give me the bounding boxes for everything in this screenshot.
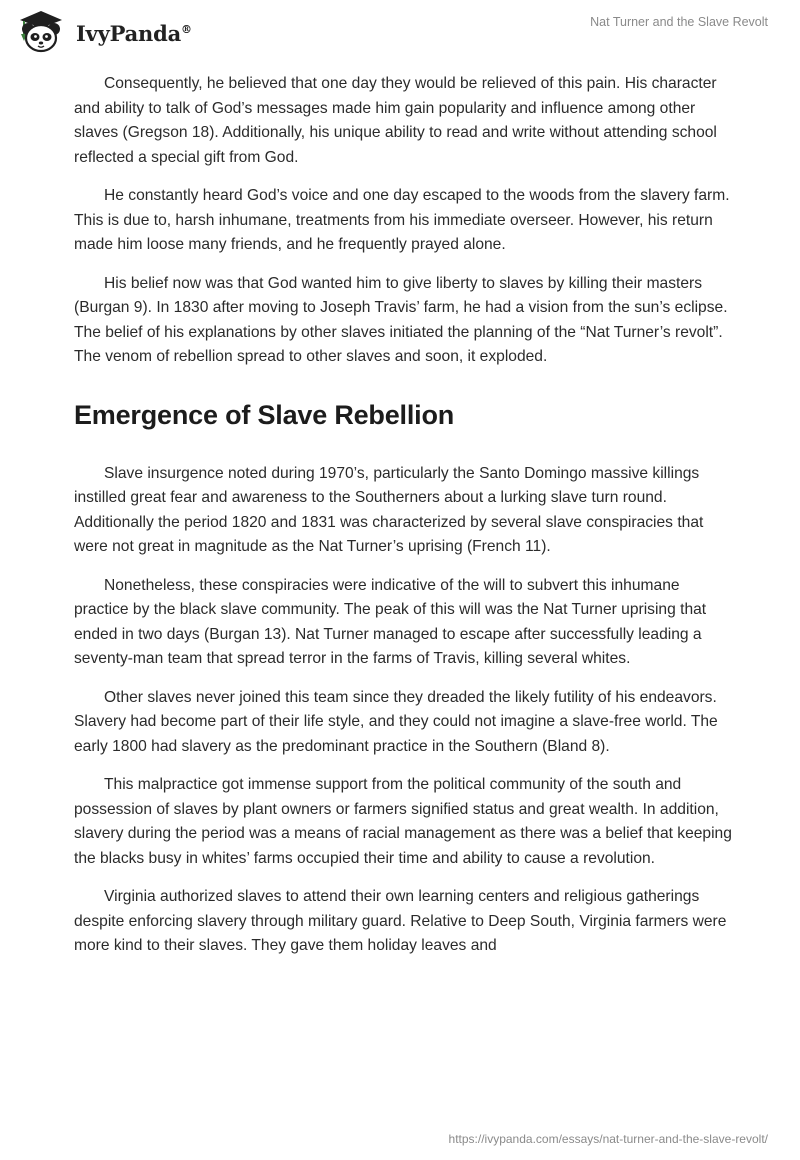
ivypanda-logo[interactable] — [14, 8, 192, 59]
paragraph: Consequently, he believed that one day they would be relieved of this pain. His character and ability to talk of God’s messages made him gain popularity and influence among other slaves (Gregson 18). Additionally, his unique ability to read and write without attending school reflected a special gift from God. — [74, 75, 717, 166]
paragraph: This malpractice got immense support from the political community of the south and possession of slaves by plant owners or farmers signified status and great wealth. In addition, slavery during the period was a means of racial management as there was a belief that keeping the blacks busy in whites’ farms occupied their time and ability to cause a revolution. — [74, 776, 732, 867]
section-heading: Emergence of Slave Rebellion — [74, 399, 455, 430]
paragraph: He constantly heard God’s voice and one day escaped to the woods from the slavery farm. This is due to, harsh inhumane, treatments from his immediate overseer. However, his return made him loose many friends, and he frequently prayed alone. — [74, 187, 730, 253]
paragraph: Virginia authorized slaves to attend their own learning centers and religious gatherings despite enforcing slavery through military guard. Relative to Deep South, Virginia farmers were more kind to their slaves. They gave them holiday leaves and — [74, 888, 727, 954]
document-title: Nat Turner and the Slave Revolt — [590, 15, 768, 29]
panda-graduate-icon — [14, 8, 74, 59]
paragraph: Other slaves never joined this team since they dreaded the likely futility of his endeavors. Slavery had become part of their life style, and they could not imagine a slave-free world. The early 1800 had slavery as the predominant practice in the Southern (Bland 8). — [74, 688, 718, 755]
paragraph: Nonetheless, these conspiracies were indicative of the will to subvert this inhumane practice by the black slave community. The peak of this will was the Nat Turner uprising that ended in two days (Burgan 13). Nat Turner managed to escape after successfully leading a seventy-man team that spread terror in the farms of Travis, killing several whites. — [74, 576, 707, 667]
brand-name: IvyPanda® — [76, 21, 192, 46]
essay-body — [74, 72, 734, 973]
paragraph: His belief now was that God wanted him to give liberty to slaves by killing their masters (Burgan 9). In 1830 after moving to Joseph Travis’ farm, he had a vision from the sun’s eclipse. The belief of his explanations by other slaves initiated the planning of the “Nat Turner’s revolt”. The venom of rebellion spread to other slaves and soon, it exploded. — [74, 274, 728, 365]
page-header — [0, 0, 800, 62]
source-url[interactable]: https://ivypanda.com/essays/nat-turner-and-the-slave-revolt/ — [448, 1132, 768, 1146]
paragraph: Slave insurgence noted during 1970’s, particularly the Santo Domingo massive killings instilled great fear and awareness to the Southerners about a lurking slave turn round. Additionally the period 1820 and 1831 was characterized by several slave conspiracies that were not great in magnitude as the Nat Turner’s uprising (French 11). — [74, 464, 704, 555]
